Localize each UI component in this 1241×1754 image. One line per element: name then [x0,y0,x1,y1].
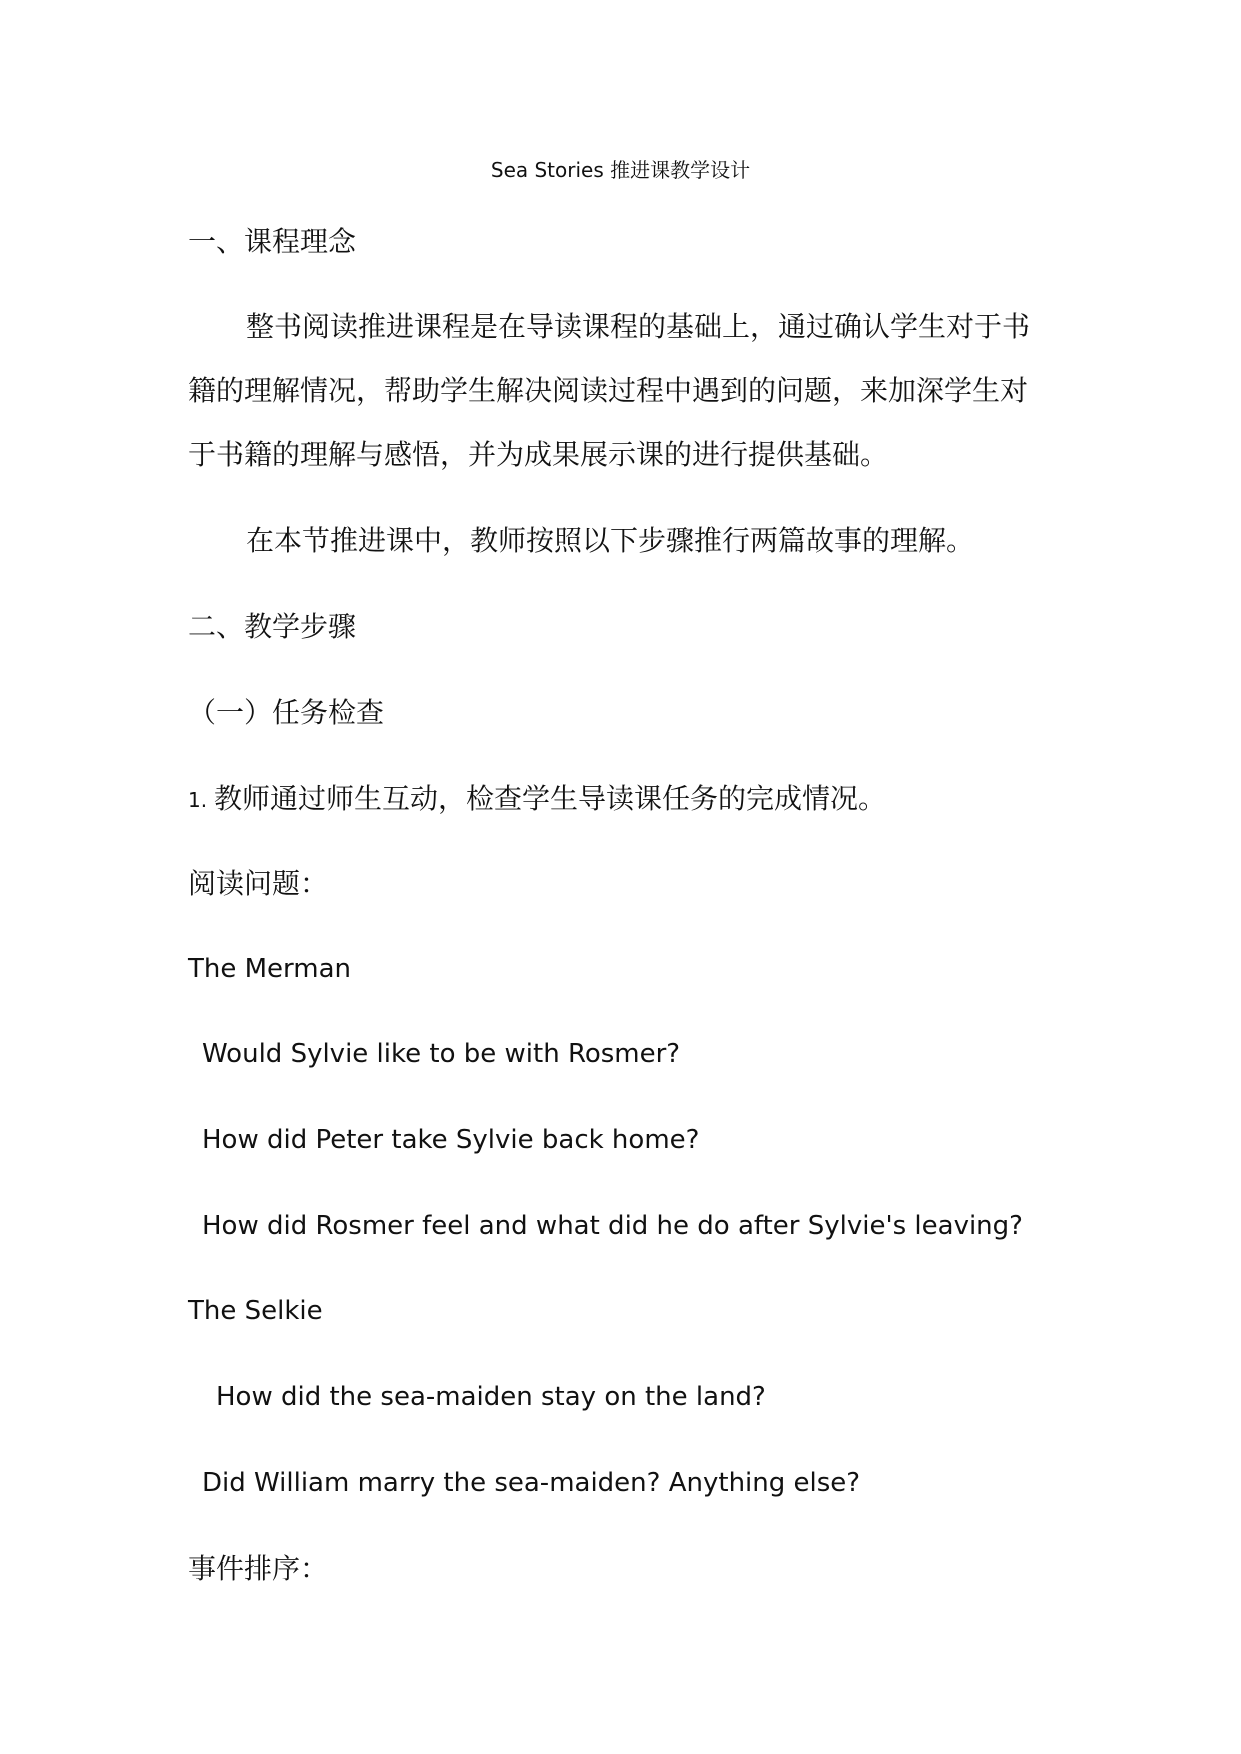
section-heading-teaching-steps: 二、教学步骤 [188,610,357,643]
section-heading-course-concept: 一、课程理念 [188,225,357,258]
document-title: Sea Stories 推进课教学设计 [490,158,751,182]
paragraph-line: 整书阅读推进课程是在导读课程的基础上，通过确认学生对于书 [246,310,1031,343]
event-order-label: 事件排序： [188,1552,329,1585]
question-item: Did William marry the sea-maiden? Anything else? [202,1468,861,1498]
question-item: How did the sea-maiden stay on the land? [216,1382,766,1412]
paragraph-line: 于书籍的理解与感悟，并为成果展示课的进行提供基础。 [188,438,889,471]
paragraph-line: 籍的理解情况，帮助学生解决阅读过程中遇到的问题，来加深学生对 [188,374,1029,407]
list-item-number: 1. [188,788,208,812]
question-item: How did Peter take Sylvie back home? [202,1125,700,1155]
story-title-the-selkie: The Selkie [188,1296,323,1326]
question-item: How did Rosmer feel and what did he do after Sylvie's leaving? [202,1211,1023,1241]
list-item-text: 教师通过师生互动，检查学生导读课任务的完成情况。 [214,782,887,815]
story-title-the-merman: The Merman [188,954,352,984]
question-item: Would Sylvie like to be with Rosmer? [202,1039,681,1069]
subsection-heading-task-check: （一）任务检查 [188,696,385,729]
reading-questions-label: 阅读问题： [188,867,329,900]
paragraph-steps-intro: 在本节推进课中，教师按照以下步骤推行两篇故事的理解。 [246,524,975,557]
